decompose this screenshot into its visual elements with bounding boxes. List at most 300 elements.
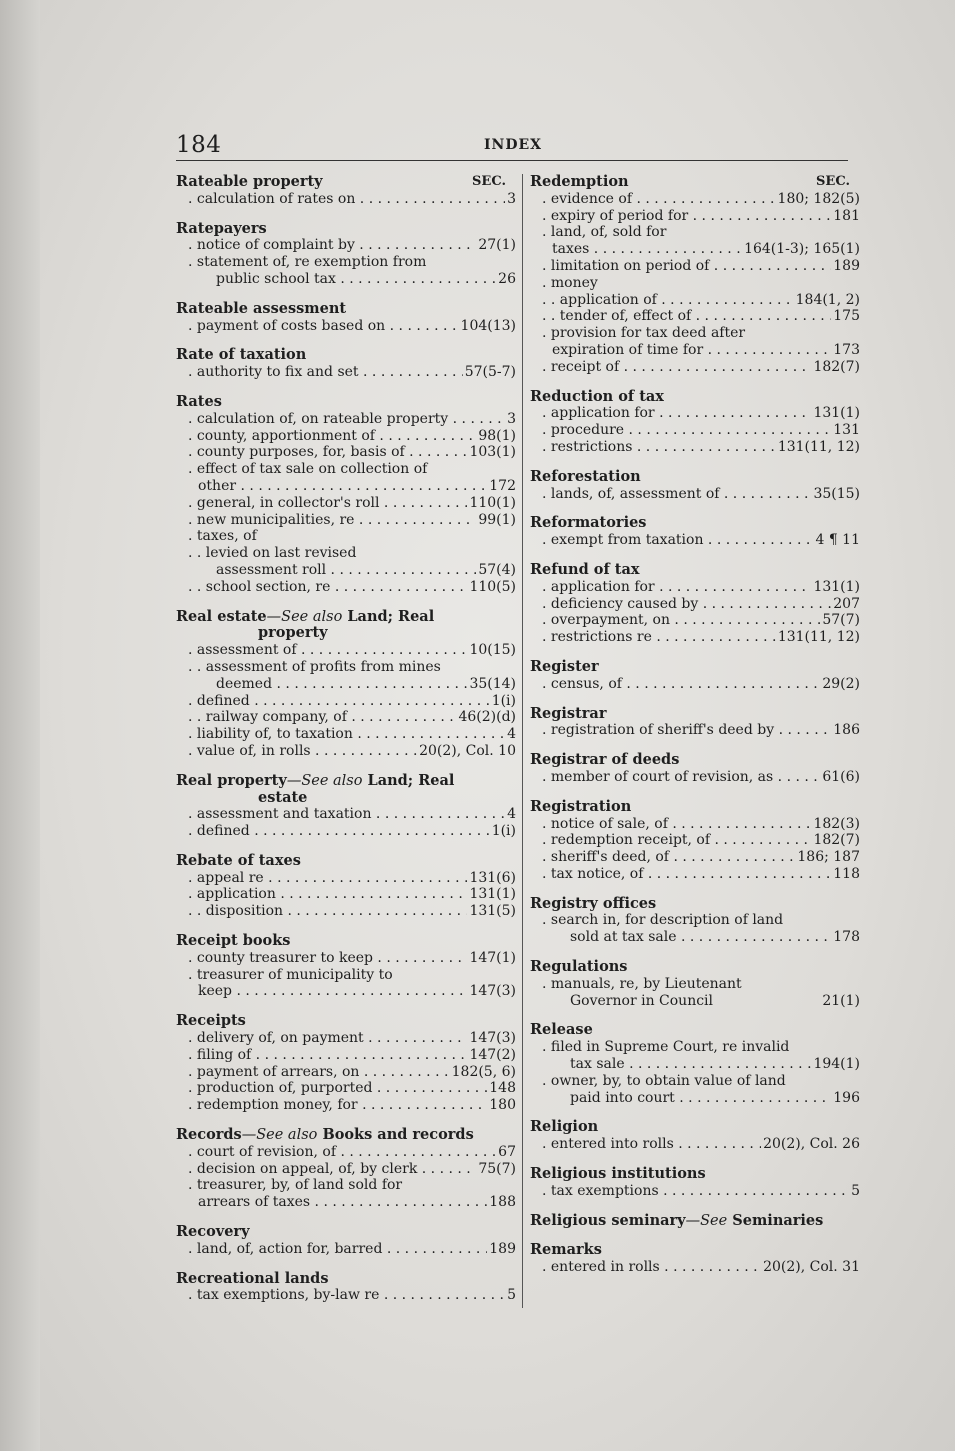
section-reference: 178 — [833, 929, 860, 946]
subentry — [530, 629, 860, 646]
section-reference: 57(5-7) — [464, 364, 516, 381]
index-entry — [530, 515, 860, 549]
cross-reference: Land; Real — [342, 607, 435, 625]
subentry-text: . tax exemptions, by-law re . . . — [188, 1287, 505, 1304]
subentry — [176, 512, 516, 529]
subentry — [176, 676, 516, 693]
section-reference: 104(13) — [460, 317, 516, 334]
subentry — [530, 849, 860, 866]
subentry-text: . . railway company, of . . . — [188, 709, 456, 726]
subentry-text: sold at tax sale . . . — [570, 929, 831, 946]
section-reference: 4 — [507, 806, 516, 823]
section-reference: 147(3) — [469, 1030, 516, 1047]
subentry-text: . exempt from taxation . . . — [542, 532, 813, 549]
subentry-text: . overpayment, on . . . — [542, 612, 820, 629]
subentry-text: . application . . . — [188, 886, 467, 903]
section-reference: 10(15) — [469, 642, 516, 659]
entry-heading — [530, 1166, 860, 1183]
index-entry — [530, 1022, 860, 1106]
subentry — [530, 532, 860, 549]
section-reference: 188 — [489, 1194, 516, 1211]
subentry — [176, 495, 516, 512]
entry-heading — [176, 609, 516, 626]
subentry — [176, 254, 516, 271]
subentry-text: . effect of tax sale on collection of — [188, 461, 428, 478]
index-entry — [530, 752, 860, 786]
cross-reference: Seminaries — [727, 1211, 824, 1229]
heading-text: Receipts — [176, 1012, 246, 1030]
subentry-text: . procedure . . . — [542, 422, 831, 439]
heading-text: Religion — [530, 1118, 599, 1136]
section-reference: 181 — [833, 207, 860, 224]
header-rule — [176, 160, 848, 161]
cross-reference: Books and records — [317, 1126, 474, 1144]
heading-text: Ratepayers — [176, 219, 267, 237]
subentry-text: . authority to fix and set . . . — [188, 364, 463, 381]
subentry — [176, 428, 516, 445]
section-reference: 131(1) — [813, 578, 860, 595]
subentry — [530, 308, 860, 325]
subentry — [530, 612, 860, 629]
section-reference: 148 — [489, 1080, 516, 1097]
heading-text: Redemption — [530, 173, 629, 190]
subentry-text: . . tender of, effect of . . . — [542, 308, 831, 325]
section-reference: 194(1) — [813, 1056, 860, 1073]
section-reference: 110(1) — [469, 494, 516, 511]
index-entry — [176, 1127, 516, 1211]
subentry-text: . entered into rolls . . . — [542, 1136, 761, 1153]
subentry-text: . member of court of revision, as . . . — [542, 769, 820, 786]
index-entry — [176, 773, 516, 840]
subentry-text: . general, in collector's roll . . . — [188, 495, 467, 512]
entry-heading — [530, 1213, 860, 1230]
entry-heading — [176, 301, 516, 318]
subentry — [176, 1194, 516, 1211]
section-reference: 3 — [507, 190, 516, 207]
section-reference: 147(3) — [469, 983, 516, 1000]
entry-heading — [530, 799, 860, 816]
section-reference: 131(1) — [813, 405, 860, 422]
section-reference: 131(11, 12) — [777, 438, 860, 455]
entry-heading — [530, 1119, 860, 1136]
subentry-text: . redemption money, for . . . — [188, 1097, 487, 1114]
subentry-text: . owner, by, to obtain value of land — [542, 1072, 786, 1089]
section-reference: 57(4) — [478, 561, 516, 578]
subentry-text: other . . . — [198, 478, 487, 495]
subentry-text: . payment of costs based on . . . — [188, 318, 459, 335]
subentry — [176, 528, 516, 545]
subentry-text: . county, apportionment of . . . — [188, 428, 476, 445]
section-reference: 61(6) — [822, 768, 860, 785]
subentry-text: . . school section, re . . . — [188, 579, 467, 596]
subentry — [176, 1064, 516, 1081]
entry-heading — [530, 659, 860, 676]
subentry-text: . land, of, action for, barred . . . — [188, 1241, 487, 1258]
section-reference: 5 — [507, 1287, 516, 1304]
subentry — [176, 1241, 516, 1258]
subentry — [176, 1287, 516, 1304]
subentry — [176, 693, 516, 710]
subentry — [176, 545, 516, 562]
subentry — [176, 870, 516, 887]
subentry-text: . taxes, of — [188, 528, 257, 545]
section-reference: 147(1) — [469, 949, 516, 966]
subentry-text: . limitation on period of . . . — [542, 258, 831, 275]
subentry — [530, 912, 860, 929]
subentry-text: paid into court . . . — [570, 1090, 831, 1107]
subentry-text: . appeal re . . . — [188, 870, 467, 887]
section-reference: 4 ¶ 11 — [815, 532, 860, 549]
subentry — [530, 676, 860, 693]
heading-text: Records — [176, 1126, 242, 1144]
subentry — [176, 318, 516, 335]
heading-text: Registrar of deeds — [530, 751, 680, 769]
entry-heading — [530, 1022, 860, 1039]
subentry — [176, 903, 516, 920]
subentry — [176, 461, 516, 478]
section-reference: 1(i) — [491, 692, 516, 709]
index-entry — [530, 706, 860, 740]
entry-heading — [530, 174, 860, 191]
subentry — [176, 1161, 516, 1178]
section-reference: 29(2) — [822, 675, 860, 692]
subentry — [530, 832, 860, 849]
index-entry — [530, 959, 860, 1009]
index-entry — [176, 301, 516, 335]
section-reference: 147(2) — [469, 1046, 516, 1063]
section-reference: 20(2), Col. 10 — [419, 742, 516, 759]
section-reference: 184(1, 2) — [795, 291, 860, 308]
section-reference: 189 — [833, 257, 860, 274]
subentry-text: . restrictions . . . — [542, 439, 776, 456]
subentry — [176, 659, 516, 676]
section-reference: 98(1) — [478, 427, 516, 444]
entry-heading — [176, 1224, 516, 1241]
heading-text: Registrar — [530, 704, 607, 722]
heading-text: Recreational lands — [176, 1269, 329, 1287]
subentry-text: . lands, of, assessment of . . . — [542, 486, 811, 503]
see-also-text: —See also — [266, 608, 343, 625]
subentry-text: . assessment of . . . — [188, 642, 467, 659]
subentry-text: . payment of arrears, on . . . — [188, 1064, 450, 1081]
subentry-text: expiration of time for . . . — [552, 342, 831, 359]
entry-heading — [176, 1127, 516, 1144]
subentry-text: . manuals, re, by Lieutenant — [542, 975, 742, 992]
subentry — [530, 258, 860, 275]
subentry — [176, 1030, 516, 1047]
subentry-text: . expiry of period for . . . — [542, 208, 831, 225]
subentry-text: . application for . . . — [542, 405, 811, 422]
section-reference: 118 — [833, 865, 860, 882]
subentry — [530, 224, 860, 241]
subentry — [530, 439, 860, 456]
entry-heading — [176, 347, 516, 364]
subentry — [530, 191, 860, 208]
subentry — [530, 1183, 860, 1200]
section-reference: 182(3) — [813, 815, 860, 832]
subentry — [530, 1136, 860, 1153]
section-label: SEC. — [816, 174, 850, 189]
subentry — [176, 726, 516, 743]
page-number: 184 — [176, 132, 222, 158]
subentry-text: . assessment and taxation . . . — [188, 806, 505, 823]
index-entry — [176, 933, 516, 1000]
subentry-text: deemed . . . — [216, 676, 467, 693]
see-also-text: —See also — [241, 1127, 318, 1144]
heading-text: Registration — [530, 797, 632, 815]
subentry — [530, 241, 860, 258]
subentry — [530, 816, 860, 833]
see-also-text: —See also — [286, 772, 363, 789]
entry-heading — [530, 896, 860, 913]
heading-text: Religious seminary — [530, 1211, 686, 1229]
section-reference: 131(6) — [469, 869, 516, 886]
subentry — [176, 1097, 516, 1114]
heading-text: Refund of tax — [530, 560, 640, 578]
index-entry — [530, 562, 860, 646]
index-entry — [530, 389, 860, 456]
heading-text: Rateable property — [176, 173, 323, 190]
section-reference: 103(1) — [469, 444, 516, 461]
subentry-text: assessment roll . . . — [216, 562, 476, 579]
subentry — [176, 411, 516, 428]
heading-text: Receipt books — [176, 932, 291, 950]
section-label: SEC. — [472, 174, 506, 189]
section-reference: 180 — [489, 1097, 516, 1114]
heading-text: Recovery — [176, 1223, 250, 1241]
section-reference: 21(1) — [822, 992, 860, 1009]
subentry — [176, 823, 516, 840]
subentry-text: . notice of complaint by . . . — [188, 237, 476, 254]
subentry-text: . tax exemptions . . . — [542, 1183, 849, 1200]
heading-text: Real property — [176, 771, 287, 789]
section-reference: 131(1) — [469, 886, 516, 903]
heading-text: Reformatories — [530, 514, 647, 532]
subentry-text: . application for . . . — [542, 579, 811, 596]
section-reference: 173 — [833, 341, 860, 358]
subentry-text: . calculation of, on rateable property . . . — [188, 411, 505, 428]
section-reference: 182(7) — [813, 358, 860, 375]
subentry — [530, 292, 860, 309]
section-reference: 26 — [498, 270, 516, 287]
subentry-text: . receipt of . . . — [542, 359, 811, 376]
subentry — [530, 275, 860, 292]
subentry — [176, 271, 516, 288]
subentry-text: . production of, purported . . . — [188, 1080, 487, 1097]
section-reference: 172 — [489, 477, 516, 494]
heading-text: Remarks — [530, 1241, 602, 1259]
index-entry — [176, 609, 516, 760]
subentry-text: . filed in Supreme Court, re invalid — [542, 1039, 790, 1056]
subentry — [176, 579, 516, 596]
section-reference: 20(2), Col. 31 — [763, 1259, 860, 1276]
subentry — [530, 486, 860, 503]
subentry — [176, 806, 516, 823]
binding-gutter — [0, 0, 40, 1451]
subentry — [530, 929, 860, 946]
subentry-text: . county treasurer to keep . . . — [188, 950, 467, 967]
section-reference: 75(7) — [478, 1160, 516, 1177]
subentry-text: . . levied on last revised — [188, 545, 357, 562]
cross-reference: Land; Real — [362, 771, 455, 789]
subentry — [176, 1177, 516, 1194]
subentry-text: . provision for tax deed after — [542, 325, 746, 342]
section-reference: 164(1-3); 165(1) — [744, 241, 860, 258]
subentry-text: . land, of, sold for — [542, 224, 667, 241]
subentry — [530, 422, 860, 439]
entry-heading — [530, 752, 860, 769]
entry-heading — [176, 394, 516, 411]
subentry — [176, 983, 516, 1000]
subentry — [176, 562, 516, 579]
column-divider — [522, 174, 523, 1308]
subentry — [176, 237, 516, 254]
subentry — [530, 325, 860, 342]
entry-heading — [176, 853, 516, 870]
section-reference: 131(5) — [469, 903, 516, 920]
subentry-text: . liability of, to taxation . . . — [188, 726, 505, 743]
section-reference: 35(15) — [813, 485, 860, 502]
subentry — [530, 1259, 860, 1276]
subentry-text: . new municipalities, re . . . — [188, 512, 476, 529]
subentry — [530, 208, 860, 225]
index-entry — [176, 853, 516, 920]
section-reference: 196 — [833, 1089, 860, 1106]
section-reference: 182(7) — [813, 832, 860, 849]
subentry-text: public school tax . . . — [216, 271, 496, 288]
subentry-text: . county purposes, for, basis of . . . — [188, 444, 467, 461]
index-column-right — [530, 174, 860, 1289]
subentry — [530, 866, 860, 883]
subentry-text: keep . . . — [198, 983, 467, 1000]
section-reference: 20(2), Col. 26 — [763, 1136, 860, 1153]
subentry — [530, 976, 860, 993]
heading-text: Reduction of tax — [530, 387, 664, 405]
entry-heading — [530, 1242, 860, 1259]
section-reference: 180; 182(5) — [777, 190, 860, 207]
subentry — [176, 1144, 516, 1161]
subentry — [530, 722, 860, 739]
subentry-text: . registration of sheriff's deed by . . . — [542, 722, 831, 739]
section-reference: 186; 187 — [797, 849, 860, 866]
index-column-left — [176, 174, 516, 1317]
heading-text: Rateable assessment — [176, 299, 347, 317]
subentry-text: . treasurer, by, of land sold for — [188, 1177, 403, 1194]
index-entry — [176, 394, 516, 596]
heading-text: Release — [530, 1021, 593, 1039]
subentry — [530, 993, 860, 1010]
subentry — [176, 444, 516, 461]
entry-heading — [176, 773, 516, 790]
subentry-text: . money — [542, 274, 598, 291]
index-entry — [530, 174, 860, 376]
heading-text: Religious institutions — [530, 1165, 706, 1183]
section-reference: 5 — [851, 1182, 860, 1199]
subentry-text: . evidence of . . . — [542, 191, 776, 208]
heading-text: Rate of taxation — [176, 346, 307, 364]
index-entry — [530, 1213, 860, 1230]
subentry-text: . treasurer of municipality to — [188, 966, 393, 983]
heading-continuation: property — [258, 624, 328, 642]
subentry-text: . notice of sale, of . . . — [542, 816, 811, 833]
subentry-text: . defined . . . — [188, 823, 490, 840]
section-reference: 27(1) — [478, 237, 516, 254]
section-reference: 182(5, 6) — [451, 1063, 516, 1080]
entry-heading — [530, 706, 860, 723]
subentry — [176, 478, 516, 495]
section-reference: 110(5) — [469, 578, 516, 595]
entry-heading — [176, 221, 516, 238]
entry-heading — [530, 959, 860, 976]
subentry — [530, 1039, 860, 1056]
section-reference: 67 — [498, 1143, 516, 1160]
section-reference: 175 — [833, 308, 860, 325]
subentry — [530, 359, 860, 376]
subentry-text: . . assessment of profits from mines — [188, 658, 441, 675]
section-reference: 4 — [507, 726, 516, 743]
subentry — [176, 950, 516, 967]
entry-heading — [530, 562, 860, 579]
subentry — [530, 405, 860, 422]
subentry-text: . search in, for description of land — [542, 912, 784, 929]
section-reference: 46(2)(d) — [458, 709, 516, 726]
subentry-text: . deficiency caused by . . . — [542, 596, 831, 613]
index-entry — [530, 1166, 860, 1200]
heading-text: Rates — [176, 392, 222, 410]
index-entry — [530, 1242, 860, 1276]
heading-text: Register — [530, 657, 599, 675]
running-head: INDEX — [484, 137, 543, 153]
index-entry — [530, 1119, 860, 1153]
section-reference: 207 — [833, 595, 860, 612]
section-reference: 186 — [833, 722, 860, 739]
index-entry — [176, 347, 516, 381]
heading-text: Real estate — [176, 607, 267, 625]
subentry-text: . . application of . . . — [542, 292, 794, 309]
subentry — [176, 967, 516, 984]
section-reference: 189 — [489, 1240, 516, 1257]
index-entry — [530, 896, 860, 946]
index-entry — [176, 1013, 516, 1114]
subentry-text: . delivery of, on payment . . . — [188, 1030, 467, 1047]
index-entry — [176, 1224, 516, 1258]
subentry — [530, 1090, 860, 1107]
entry-heading — [530, 469, 860, 486]
subentry-text: . sheriff's deed, of . . . — [542, 849, 795, 866]
subentry-text: . entered in rolls . . . — [542, 1259, 761, 1276]
entry-heading — [530, 389, 860, 406]
subentry — [176, 886, 516, 903]
subentry — [530, 1056, 860, 1073]
subentry — [176, 1080, 516, 1097]
heading-text: Registry offices — [530, 894, 657, 912]
section-reference: 35(14) — [469, 675, 516, 692]
subentry-text: . tax notice, of . . . — [542, 866, 831, 883]
entry-heading — [176, 174, 516, 191]
subentry — [176, 191, 516, 208]
index-entry — [176, 1271, 516, 1305]
subentry-text: . . disposition . . . — [188, 903, 467, 920]
subentry-text: tax sale . . . — [570, 1056, 811, 1073]
section-reference: 99(1) — [478, 511, 516, 528]
subentry-text: . statement of, re exemption from — [188, 254, 427, 271]
entry-heading — [176, 1271, 516, 1288]
section-reference: 3 — [507, 410, 516, 427]
entry-heading — [530, 515, 860, 532]
index-entry — [530, 799, 860, 883]
subentry-text: . redemption receipt, of . . . — [542, 832, 811, 849]
subentry — [176, 364, 516, 381]
